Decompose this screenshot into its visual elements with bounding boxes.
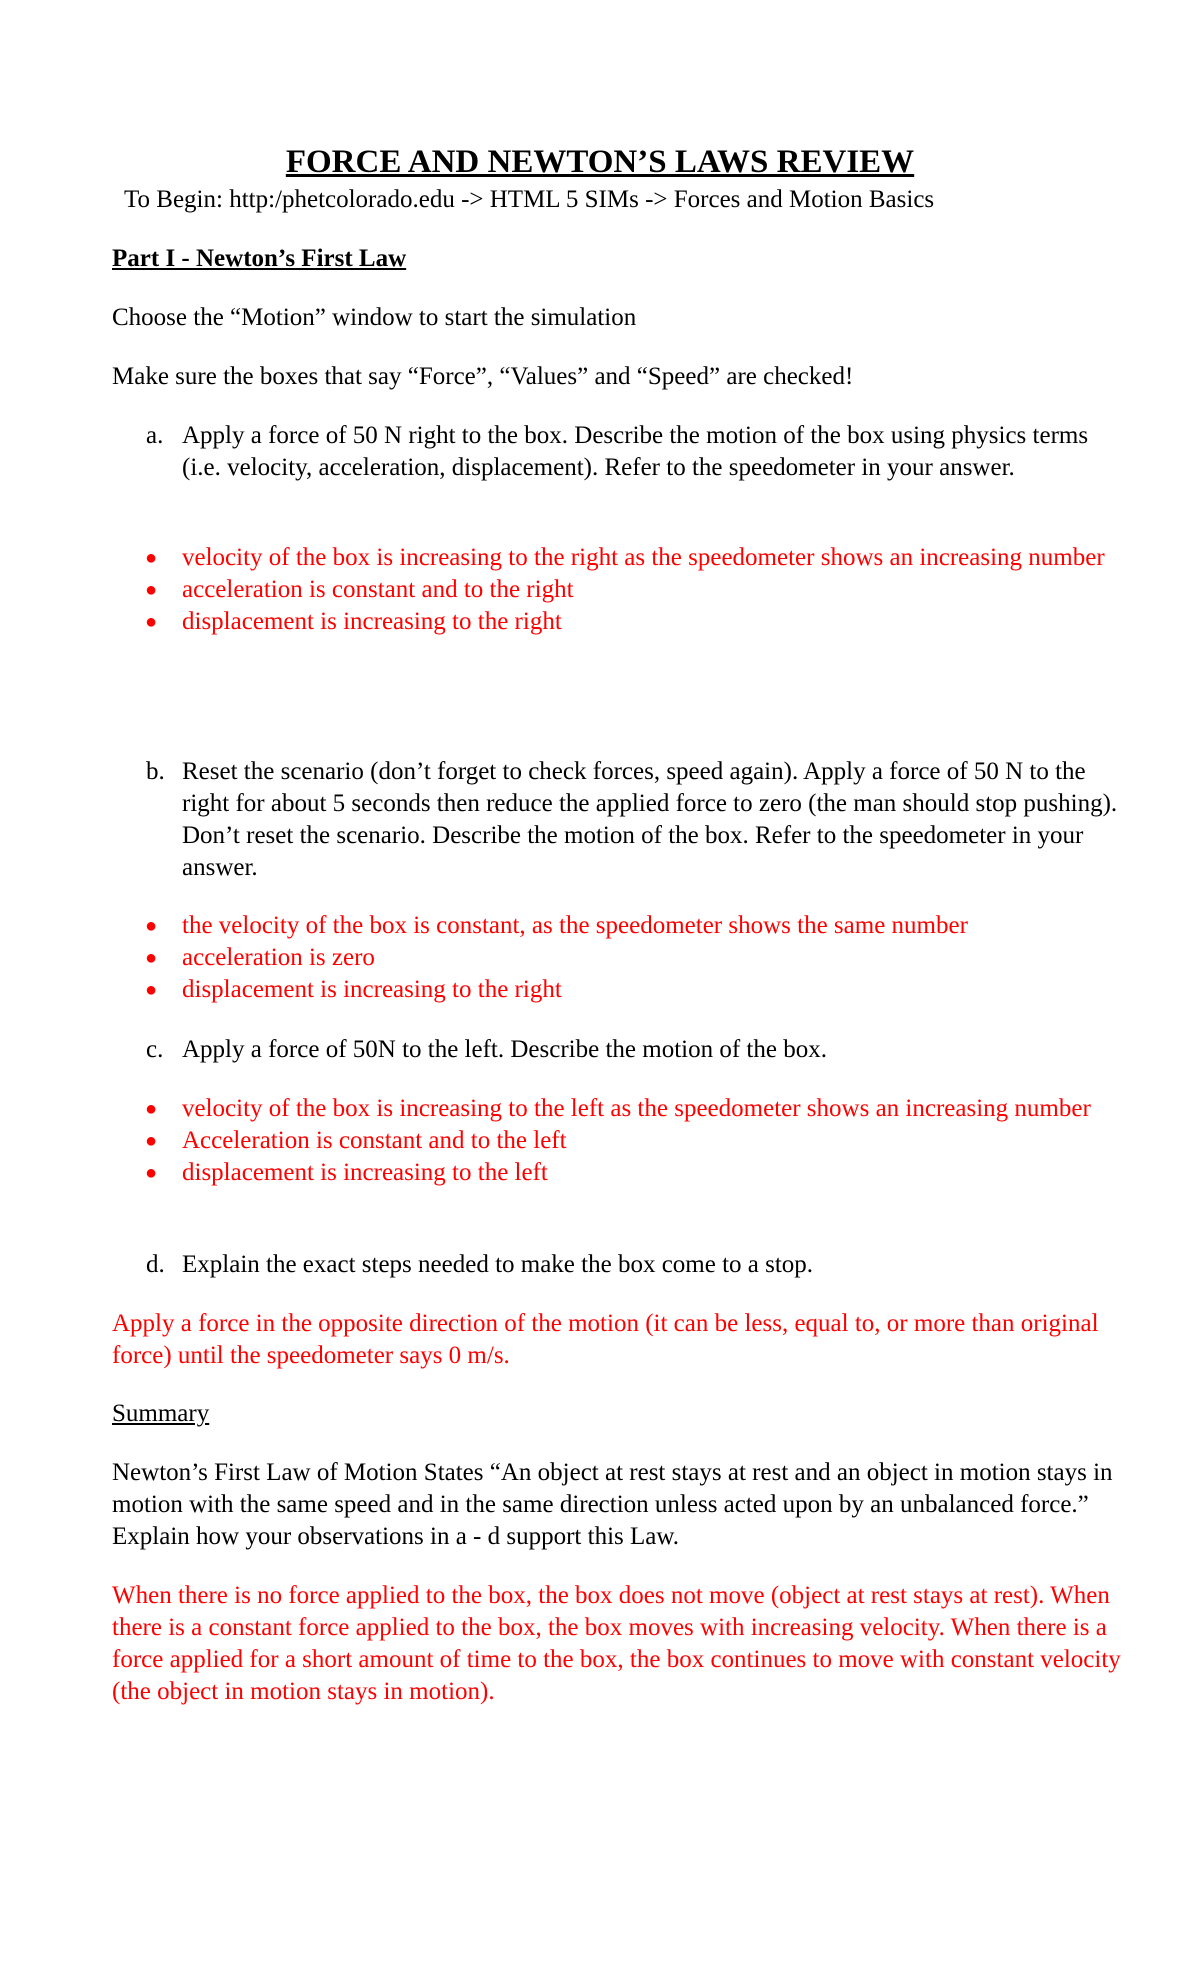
question-text: Explain the exact steps needed to make the box come to a stop. [182, 1251, 814, 1278]
summary-answer: When there is no force applied to the box, the box does not move (object at rest stays at rest). When there is a constant force applied to the box, the box moves with increasing velocity. When there is a force applied for a short amount of time to the box, the box continues to move with constant velocity (the object in motion stays in motion). [112, 1582, 1121, 1705]
answer-list-b [112, 910, 1122, 1006]
bullet-icon: ● [145, 947, 158, 969]
answer-item: ● acceleration is constant and to the right [112, 574, 1122, 606]
summary-heading: Summary [112, 1400, 210, 1427]
question-letter: a. [146, 422, 164, 449]
bullet-icon: ● [145, 611, 158, 633]
answer-item: ● the velocity of the box is constant, as the speedometer shows the same number [112, 910, 1122, 942]
bullet-icon: ● [145, 579, 158, 601]
bullet-icon: ● [145, 1098, 158, 1120]
bullet-icon: ● [145, 1162, 158, 1184]
answer-item: ● Acceleration is constant and to the left [112, 1125, 1122, 1157]
intro-motion-window: Choose the “Motion” window to start the simulation [112, 304, 637, 331]
bullet-icon: ● [145, 915, 158, 937]
answer-list-c [112, 1093, 1122, 1189]
answer-item: ● displacement is increasing to the left [112, 1157, 1122, 1189]
question-letter: c. [146, 1036, 164, 1063]
answer-item: ● displacement is increasing to the right [112, 606, 1122, 638]
bullet-icon: ● [145, 547, 158, 569]
answer-item: ● acceleration is zero [112, 942, 1122, 974]
answer-d: Apply a force in the opposite direction of the motion (it can be less, equal to, or more than original force) until the speedometer says 0 m/s. [112, 1310, 1099, 1369]
question-letter: d. [146, 1251, 165, 1278]
question-text: Apply a force of 50N to the left. Describe the motion of the box. [182, 1036, 827, 1063]
question-letter: b. [146, 758, 165, 785]
begin-instructions: To Begin: http:/phetcolorado.edu -> HTML 5 SIMs -> Forces and Motion Basics [124, 186, 935, 213]
summary-prompt: Newton’s First Law of Motion States “An object at rest stays at rest and an object in motion stays in motion with the same speed and in the same direction unless acted upon by an unbalanced force.” Explain how your observations in a - d support this Law. [112, 1459, 1113, 1550]
document-title: FORCE AND NEWTON’S LAWS REVIEW [285, 144, 915, 180]
answer-list-a [112, 542, 1122, 638]
bullet-icon: ● [145, 979, 158, 1001]
answer-item: ● velocity of the box is increasing to the right as the speedometer shows an increasing number [112, 542, 1122, 574]
question-text: Reset the scenario (don’t forget to check forces, speed again). Apply a force of 50 N to the right for about 5 seconds then reduce the applied force to zero (the man should stop pushing). Don’t reset the scenario. Describe the motion of the box. Refer to the speedometer in your answer. [182, 758, 1118, 881]
question-text: Apply a force of 50 N right to the box. Describe the motion of the box using physics terms (i.e. velocity, acceleration, displacement). Refer to the speedometer in your answer. [182, 422, 1089, 481]
intro-check-boxes: Make sure the boxes that say “Force”, “Values” and “Speed” are checked! [112, 363, 854, 390]
bullet-icon: ● [145, 1130, 158, 1152]
answer-item: ● displacement is increasing to the right [112, 974, 1122, 1006]
part-1-heading: Part I - Newton’s First Law [112, 245, 407, 272]
answer-item: ● velocity of the box is increasing to the left as the speedometer shows an increasing number [112, 1093, 1122, 1125]
